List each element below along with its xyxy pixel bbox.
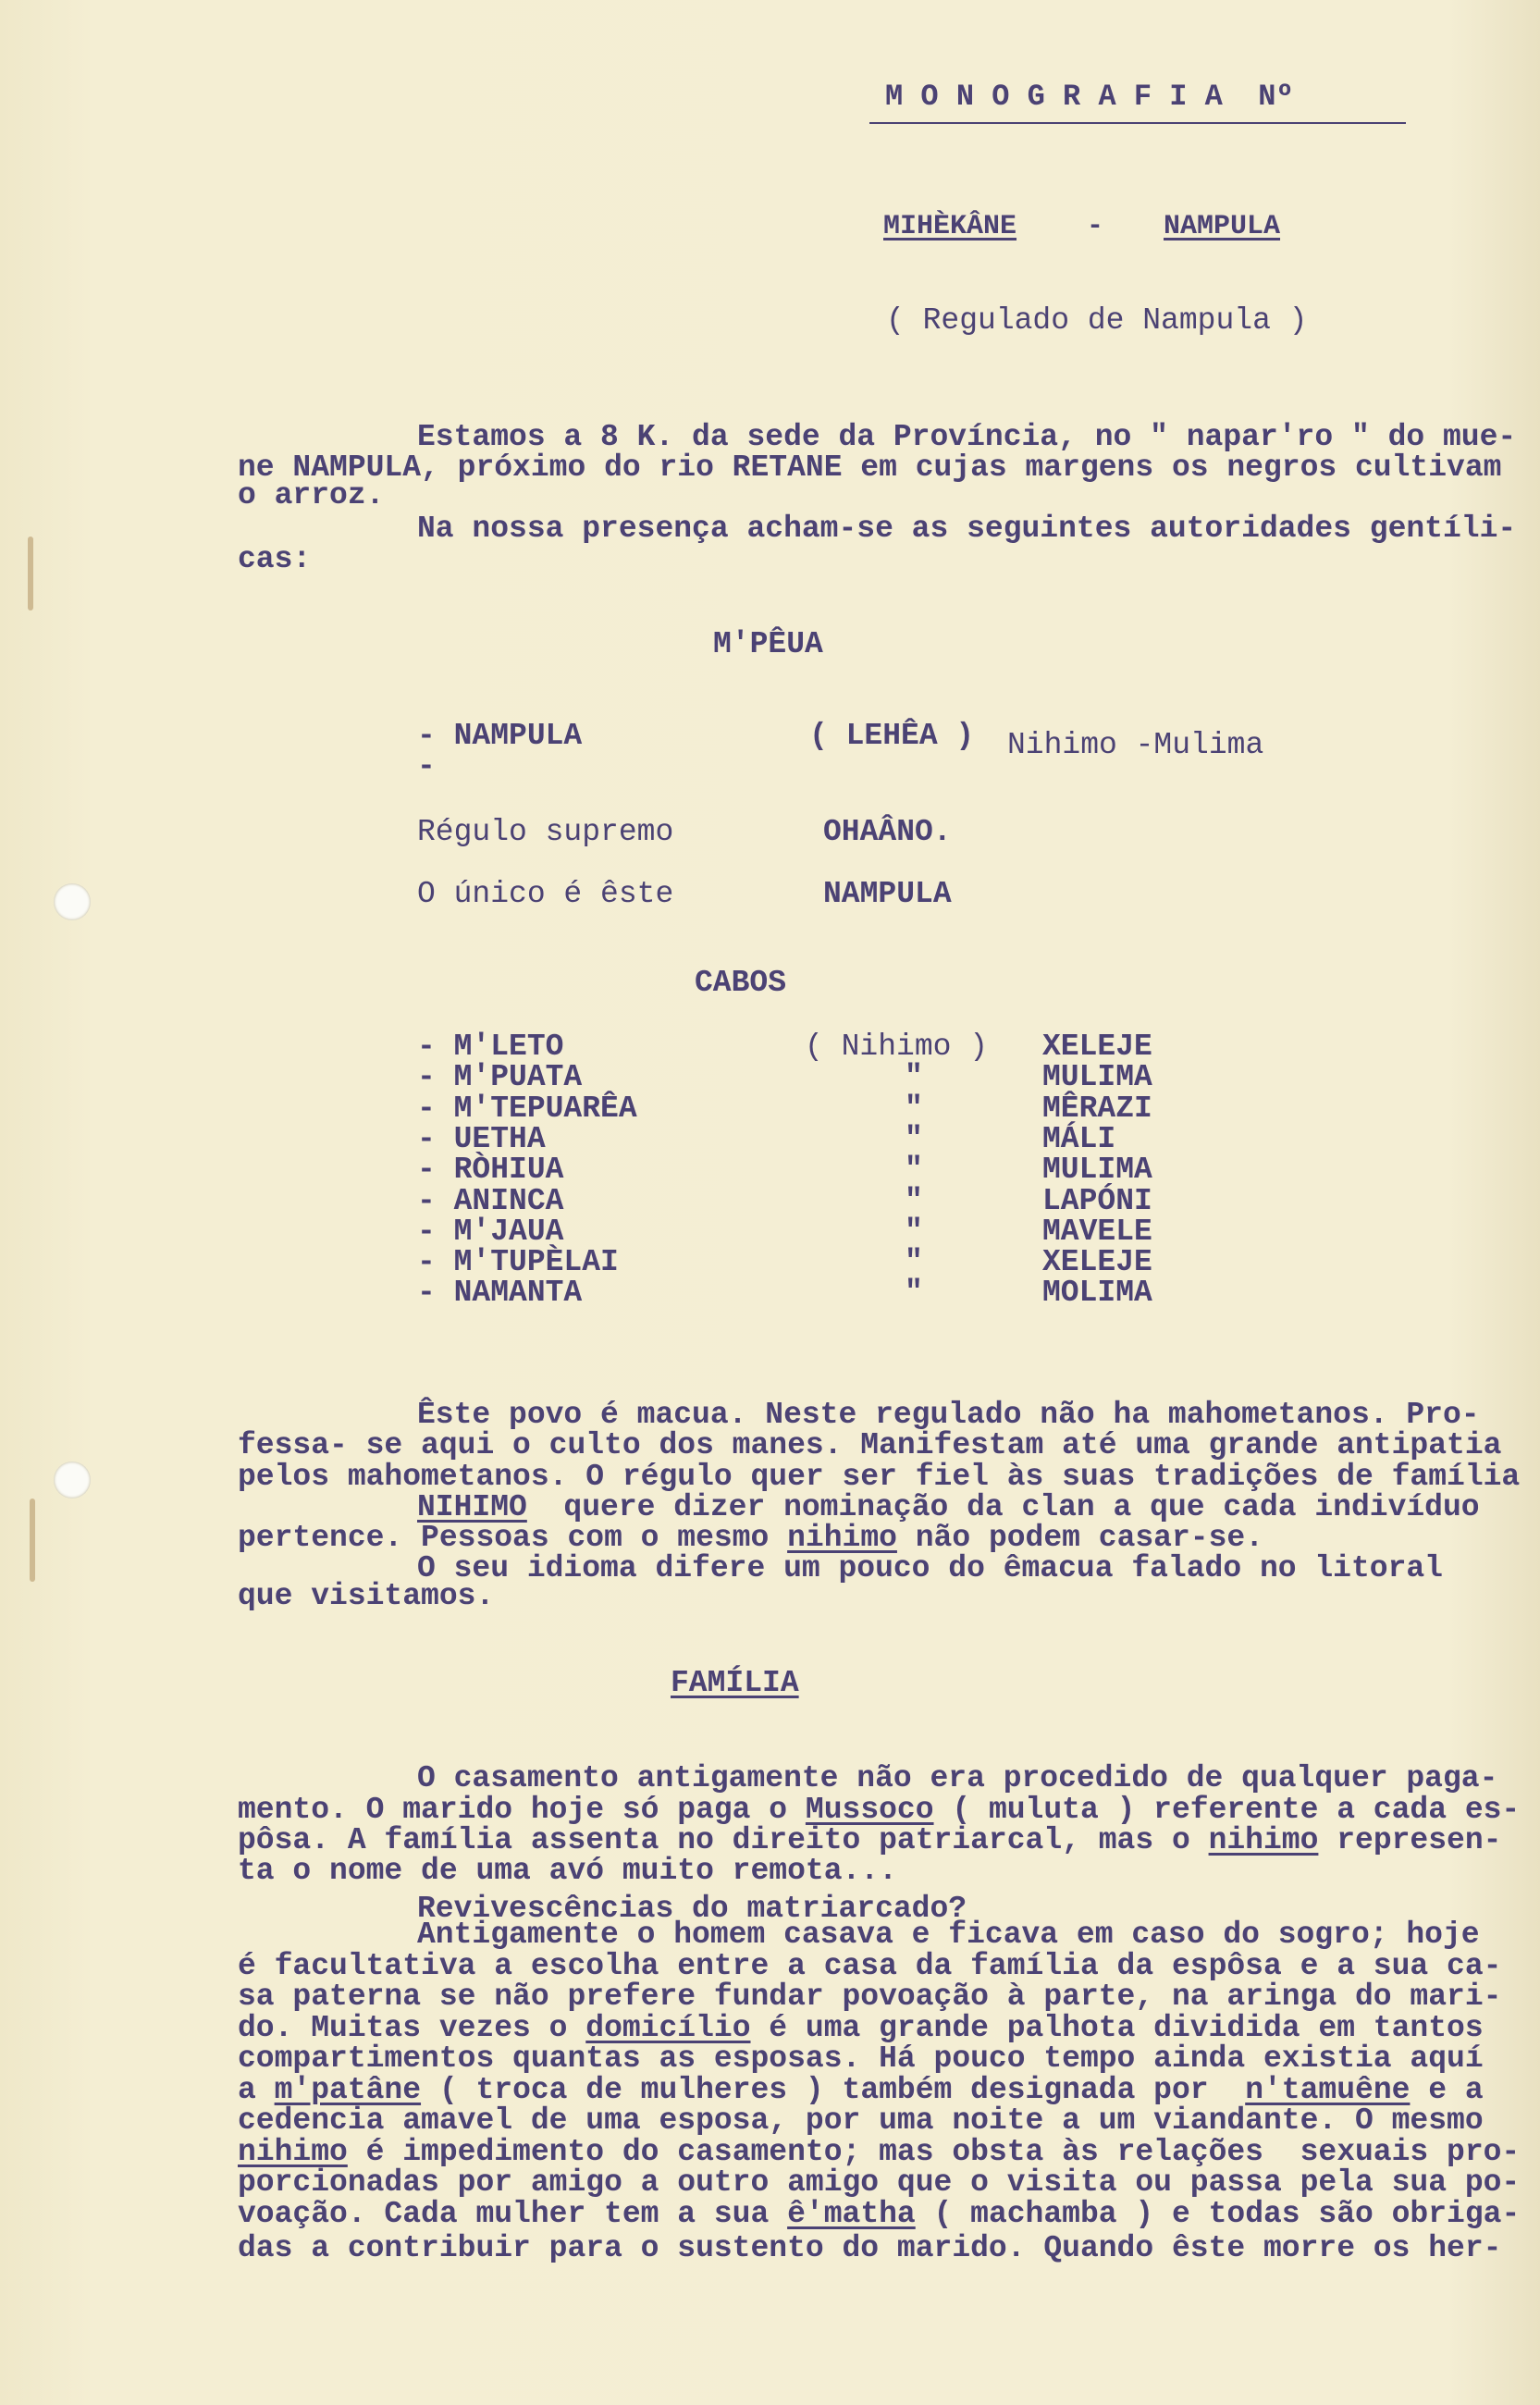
- text-run: ( muluta ) referente a cada es-: [933, 1793, 1521, 1827]
- text-run: voação. Cada mulher tem a sua: [238, 2197, 788, 2231]
- cabo-clan: MÁLI: [1042, 1121, 1116, 1156]
- text-run: represen-: [1318, 1823, 1502, 1857]
- familia-line: [238, 2167, 1520, 2199]
- text-run: ta o nome de uma avó muito remota...: [238, 1854, 897, 1888]
- cabo-name: - ANINCA: [417, 1183, 564, 1218]
- text-run: mento. O marido hoje só paga o: [238, 1793, 806, 1827]
- cabo-name: - UETHA: [417, 1121, 546, 1156]
- cabo-clan: XELEJE: [1042, 1030, 1152, 1064]
- intro-line: [238, 544, 311, 575]
- cabo-nihimo-mark: ": [905, 1214, 923, 1249]
- familia-line: [238, 2233, 1501, 2264]
- intro-line: [238, 452, 1501, 484]
- text-run: cas:: [238, 542, 312, 576]
- cabos-heading: CABOS: [695, 966, 787, 1000]
- cabo-nihimo-mark: ": [905, 1121, 923, 1156]
- text-run: Na nossa presença acham-se as seguintes autoridades gentíli-: [417, 512, 1517, 546]
- familia-line: [238, 2013, 1484, 2044]
- regulo-value: OHAÂNO.: [823, 815, 952, 849]
- cabo-clan: MOLIMA: [1042, 1276, 1152, 1311]
- text-run: pertence. Pessoas com o mesmo: [238, 1521, 788, 1555]
- familia-line: [238, 1794, 1520, 1826]
- cabo-name: - RÒHIUA: [417, 1153, 564, 1188]
- cabo-clan: MULIMA: [1042, 1060, 1152, 1095]
- cabo-nihimo-mark: ": [905, 1183, 923, 1218]
- familia-line: [417, 1919, 1480, 1951]
- text-run: cedencia amavel de uma esposa, por uma noite a um viandante. O mesmo: [238, 2103, 1484, 2138]
- text-run: não podem casar-se.: [896, 1521, 1264, 1555]
- text-run: O casamento antigamente não era procedido de qualquer paga-: [417, 1761, 1498, 1795]
- cabo-name: - M'JAUA: [417, 1214, 564, 1249]
- people-line: [238, 1523, 1263, 1554]
- underlined-term: n'tamuêne: [1245, 2073, 1411, 2107]
- dash: -: [417, 749, 436, 783]
- underlined-term: nihimo: [238, 2135, 348, 2169]
- text-run: do. Muitas vezes o: [238, 2011, 586, 2045]
- cabo-clan: MULIMA: [1042, 1153, 1152, 1188]
- text-run: que visitamos.: [238, 1579, 495, 1613]
- cabo-name: - NAMANTA: [417, 1276, 583, 1311]
- intro-line: [417, 422, 1516, 453]
- chief-name: - NAMPULA: [417, 719, 583, 753]
- familia-line: [238, 1981, 1501, 2013]
- intro-line: [417, 513, 1516, 545]
- underlined-term: nihimo: [787, 1521, 897, 1555]
- text-run: e a: [1410, 2073, 1484, 2107]
- familia-heading: FAMÍLIA: [671, 1666, 799, 1700]
- underlined-term: Mussoco: [805, 1793, 934, 1827]
- margin-stain: [30, 1498, 35, 1582]
- cabo-nihimo-mark: ": [905, 1276, 923, 1311]
- cabo-clan: XELEJE: [1042, 1245, 1152, 1280]
- chief-nihimo: Nihimo -Mulima: [1007, 728, 1264, 762]
- text-run: é uma grande palhota dividida em tantos: [750, 2011, 1484, 2045]
- text-run: Êste povo é macua. Neste regulado não ha mahometanos. Pro-: [417, 1398, 1480, 1432]
- text-run: é facultativa a escolha entre a casa da família da espôsa e a sua ca-: [238, 1949, 1502, 1983]
- people-line: [238, 1581, 494, 1612]
- text-run: sa paterna se não prefere fundar povoação à parte, na aringa do mari-: [238, 1980, 1502, 2014]
- people-line: [238, 1430, 1501, 1462]
- title-underline: [869, 122, 1406, 124]
- text-run: Antigamente o homem casava e ficava em caso do sogro; hoje: [417, 1918, 1480, 1952]
- cabo-nihimo-mark: ": [905, 1091, 923, 1126]
- people-line: [238, 1462, 1520, 1493]
- unico-value: NAMPULA: [823, 877, 952, 911]
- familia-line: [238, 1825, 1501, 1856]
- text-run: o arroz.: [238, 478, 385, 512]
- margin-stain: [28, 536, 33, 610]
- authorities-heading: M'PÊUA: [713, 627, 823, 661]
- text-run: quere dizer nominação da clan a que cada indivíduo: [526, 1490, 1480, 1524]
- place-left: MIHÈKÂNE: [883, 211, 1017, 242]
- text-run: Estamos a 8 K. da sede da Província, no " napar'ro " do mue-: [417, 420, 1517, 454]
- cabo-nihimo-mark: ( Nihimo ): [805, 1030, 989, 1064]
- cabo-nihimo-mark: ": [905, 1245, 923, 1280]
- text-run: pelos mahometanos. O régulo quer ser fiel às suas tradições de família: [238, 1460, 1521, 1494]
- subtitle: ( Regulado de Nampula ): [886, 303, 1308, 338]
- text-run: fessa- se aqui o culto dos manes. Manifestam até uma grande antipatia: [238, 1428, 1502, 1462]
- underlined-term: domicílio: [585, 2011, 751, 2045]
- people-line: [417, 1553, 1443, 1585]
- text-run: das a contribuir para o sustento do marido. Quando êste morre os her-: [238, 2231, 1502, 2265]
- regulo-label: Régulo supremo: [417, 815, 674, 849]
- text-run: ne NAMPULA, próximo do rio RETANE em cujas margens os negros cultivam: [238, 450, 1502, 485]
- cabo-name: - M'LETO: [417, 1030, 564, 1064]
- cabo-name: - M'PUATA: [417, 1060, 583, 1095]
- familia-line: [417, 1763, 1497, 1794]
- underlined-term: NIHIMO: [417, 1490, 527, 1524]
- place-right: NAMPULA: [1164, 211, 1281, 242]
- text-run: ( troca de mulheres ) também designada por: [421, 2073, 1246, 2107]
- familia-line: [238, 2075, 1484, 2106]
- text-run: pôsa. A família assenta no direito patriarcal, mas o: [238, 1823, 1209, 1857]
- underlined-term: m'patâne: [274, 2073, 422, 2107]
- text-run: compartimentos quantas as esposas. Há pouco tempo ainda existia aquí: [238, 2041, 1484, 2076]
- unico-label: O único é êste: [417, 877, 674, 911]
- cabo-clan: LAPÓNI: [1042, 1183, 1152, 1218]
- cabo-clan: MAVELE: [1042, 1214, 1152, 1249]
- familia-line: [238, 2137, 1520, 2168]
- punch-hole: [54, 883, 91, 920]
- place-dash: -: [1087, 211, 1104, 242]
- underlined-term: nihimo: [1208, 1823, 1319, 1857]
- text-run: Revivescências do matriarcado?: [417, 1892, 967, 1926]
- text-run: é impedimento do casamento; mas obsta às relações sexuais pro-: [347, 2135, 1521, 2169]
- intro-line: [238, 480, 384, 512]
- document-title: M O N O G R A F I A Nº: [885, 80, 1294, 114]
- cabo-clan: MÊRAZI: [1042, 1091, 1152, 1126]
- familia-line: [238, 1856, 897, 1887]
- chief-title: ( LEHÊA ): [809, 719, 975, 753]
- cabo-name: - M'TEPUARÊA: [417, 1091, 637, 1126]
- punch-hole: [54, 1462, 91, 1498]
- text-run: a: [238, 2073, 275, 2107]
- cabo-nihimo-mark: ": [905, 1153, 923, 1188]
- cabo-nihimo-mark: ": [905, 1060, 923, 1095]
- underlined-term: ê'matha: [787, 2197, 916, 2231]
- familia-line: [238, 2043, 1484, 2075]
- people-line: [417, 1492, 1480, 1523]
- familia-line: [238, 2199, 1520, 2230]
- familia-line: [238, 1951, 1501, 1982]
- text-run: porcionadas por amigo a outro amigo que o visita ou passa pela sua po-: [238, 2165, 1521, 2200]
- people-line: [417, 1400, 1480, 1431]
- cabo-name: - M'TUPÈLAI: [417, 1245, 619, 1280]
- text-run: O seu idioma difere um pouco do êmacua falado no litoral: [417, 1551, 1443, 1585]
- text-run: ( machamba ) e todas são obriga-: [915, 2197, 1521, 2231]
- familia-line: [238, 2105, 1484, 2137]
